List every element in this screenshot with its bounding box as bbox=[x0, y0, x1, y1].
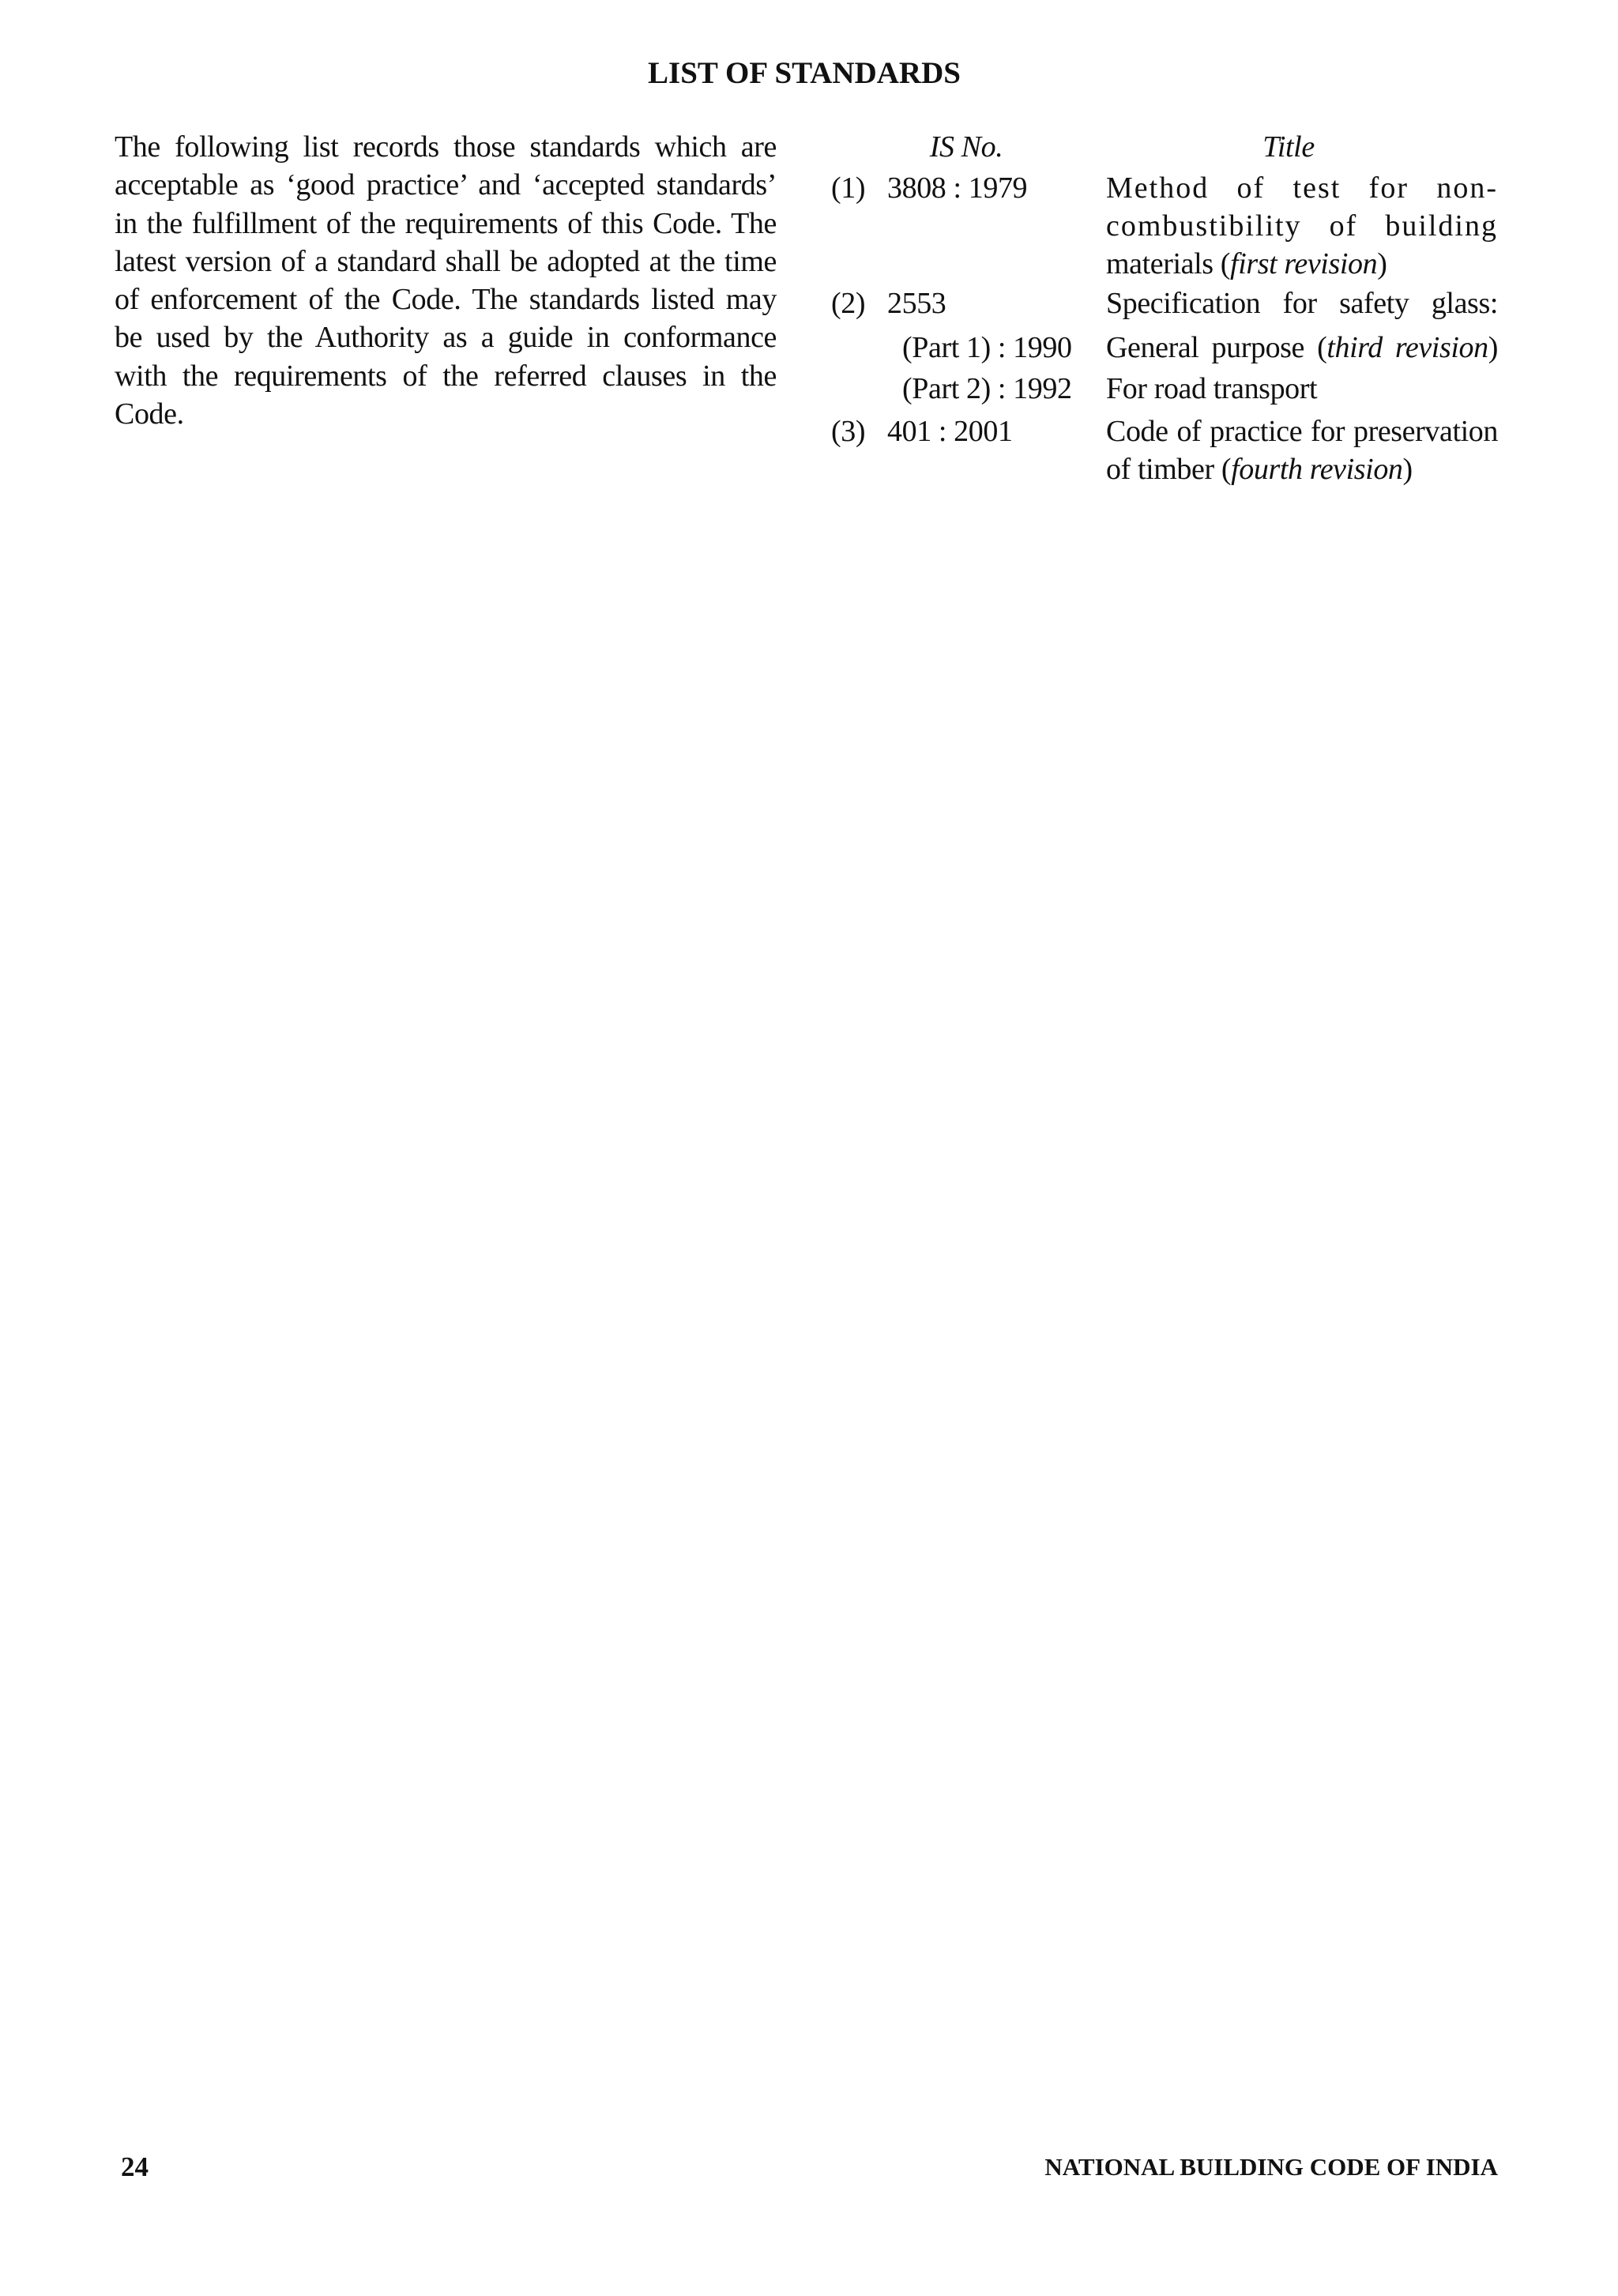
standard-title-line: Method of test for non- bbox=[1106, 171, 1498, 205]
intro-line: with the requirements of the referred clauses in the bbox=[115, 359, 777, 393]
standard-title-line: Specification for safety glass: bbox=[1106, 287, 1498, 320]
entry-number: (2) bbox=[831, 287, 866, 320]
entry-number: (3) bbox=[831, 415, 866, 448]
column-header-is-no: IS No. bbox=[929, 130, 1003, 164]
title-close: ) bbox=[1377, 247, 1387, 280]
intro-line: Code. bbox=[115, 397, 184, 431]
intro-line: in the fulfillment of the requirements of this Code. The bbox=[115, 206, 777, 240]
intro-line: latest version of a standard shall be adopted at the time bbox=[115, 244, 777, 278]
page-heading: LIST OF STANDARDS bbox=[648, 56, 961, 90]
revision-note: first revision bbox=[1230, 247, 1378, 280]
part-title-line bbox=[1106, 329, 1498, 367]
part-is-number: (Part 1) : 1990 bbox=[902, 331, 1072, 364]
part-title-line: For road transport bbox=[1106, 372, 1318, 405]
standard-title-line: combustibility of building bbox=[1106, 209, 1498, 243]
revision-note: fourth revision bbox=[1231, 453, 1403, 486]
title-text: of timber ( bbox=[1106, 453, 1232, 486]
standard-title-line bbox=[1106, 450, 1498, 488]
intro-paragraph bbox=[115, 128, 777, 433]
is-number: 401 : 2001 bbox=[887, 415, 1013, 448]
intro-line: be used by the Authority as a guide in conformance bbox=[115, 321, 777, 355]
publication-title: NATIONAL BUILDING CODE OF INDIA bbox=[1044, 2153, 1498, 2181]
standard-title-line bbox=[1106, 245, 1498, 283]
intro-line: acceptable as ‘good practice’ and ‘accepted standards’ bbox=[115, 168, 777, 202]
title-close: ) bbox=[1402, 453, 1413, 486]
column-header-title: Title bbox=[1262, 130, 1315, 164]
title-text: General purpose ( bbox=[1106, 331, 1327, 364]
intro-line: of enforcement of the Code. The standards listed may bbox=[115, 283, 777, 317]
intro-line: The following list records those standards which are bbox=[115, 130, 777, 164]
title-close: ) bbox=[1488, 331, 1498, 364]
entry-number: (1) bbox=[831, 171, 866, 205]
standard-title-line: Code of practice for preservation bbox=[1106, 415, 1498, 448]
revision-note: third revision bbox=[1326, 331, 1488, 364]
is-number: 2553 bbox=[887, 287, 946, 320]
is-number: 3808 : 1979 bbox=[887, 171, 1028, 205]
part-is-number: (Part 2) : 1992 bbox=[902, 372, 1072, 405]
page-number: 24 bbox=[121, 2151, 149, 2182]
title-text: materials ( bbox=[1106, 247, 1231, 280]
